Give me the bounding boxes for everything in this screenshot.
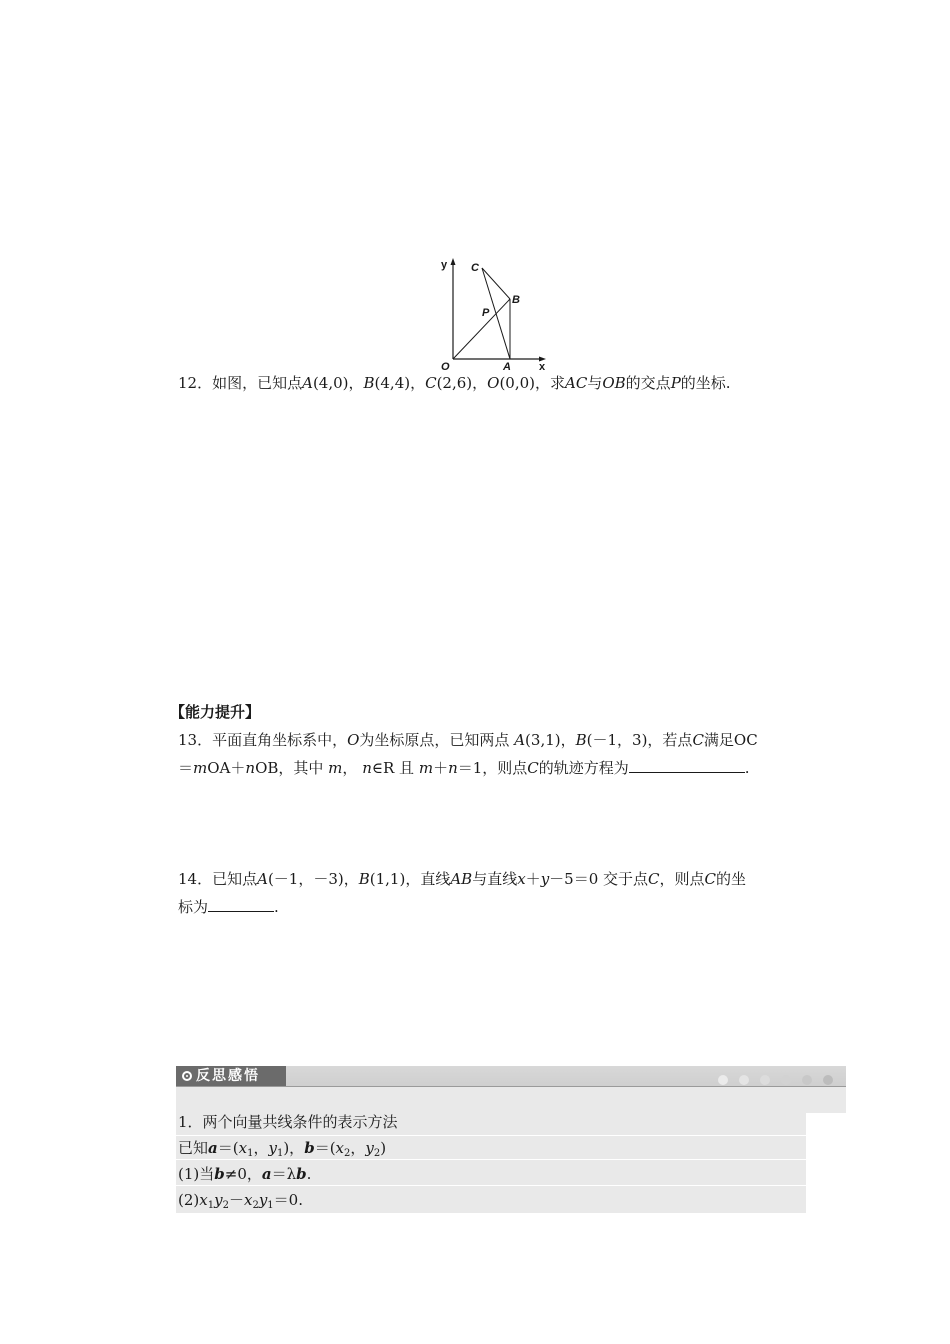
geometry-figure <box>436 256 552 372</box>
question-13-line-1: 13．平面直角坐标系中，O为坐标原点，已知两点 A(3,1)，B(－1，3)，若点C满足OC <box>178 731 758 749</box>
label-O: O <box>441 361 450 372</box>
reflection-item-1: 1．两个向量共线条件的表示方法 <box>178 1113 398 1131</box>
target-icon <box>182 1071 192 1081</box>
label-C: C <box>471 262 479 274</box>
question-12: 12．如图，已知点A(4,0)，B(4,4)，C(2,6)，O(0,0)，求AC与OB的交点P的坐标. <box>178 374 731 392</box>
dot-icon <box>739 1075 749 1085</box>
row-separator <box>176 1135 806 1136</box>
label-A: A <box>503 361 511 372</box>
decorative-dots <box>718 1071 844 1081</box>
dot-icon <box>802 1075 812 1085</box>
reflection-body-top <box>176 1087 846 1113</box>
reflection-tag: 反思感悟 <box>176 1066 286 1086</box>
question-14-line-1: 14．已知点A(－1，－3)，B(1,1)，直线AB与直线x＋y－5＝0 交于点C，则点C的坐 <box>178 870 747 888</box>
answer-blank-13[interactable] <box>629 758 745 773</box>
answer-blank-14[interactable] <box>208 897 274 912</box>
y-axis-label: y <box>441 259 448 271</box>
dot-icon <box>781 1075 791 1085</box>
reflection-given: 已知$a=(x_1$，$y_1$)，$b=(x_2$，$y_2$) <box>178 1139 387 1159</box>
question-13-line-2: ＝mOA＋nOB，其中 m， n∈R 且 m＋n＝1，则点C的轨迹方程为 . <box>178 759 750 777</box>
dot-icon <box>718 1075 728 1085</box>
y-axis-arrow <box>451 258 456 265</box>
row-separator <box>176 1185 806 1186</box>
label-P: P <box>482 307 490 319</box>
label-B: B <box>512 294 520 306</box>
x-axis-label: x <box>539 361 546 372</box>
dot-icon <box>760 1075 770 1085</box>
segment-CB <box>482 268 510 299</box>
dot-icon <box>823 1075 833 1085</box>
reflection-condition-1: (1)当b≠0，a＝λb. <box>178 1165 312 1183</box>
section-title: 【能力提升】 <box>170 703 261 721</box>
question-14-line-2: 标为 . <box>178 898 279 916</box>
row-separator <box>176 1159 806 1160</box>
reflection-condition-2: $(2)x_1y_2-x_2y_1=0$. <box>178 1191 303 1211</box>
